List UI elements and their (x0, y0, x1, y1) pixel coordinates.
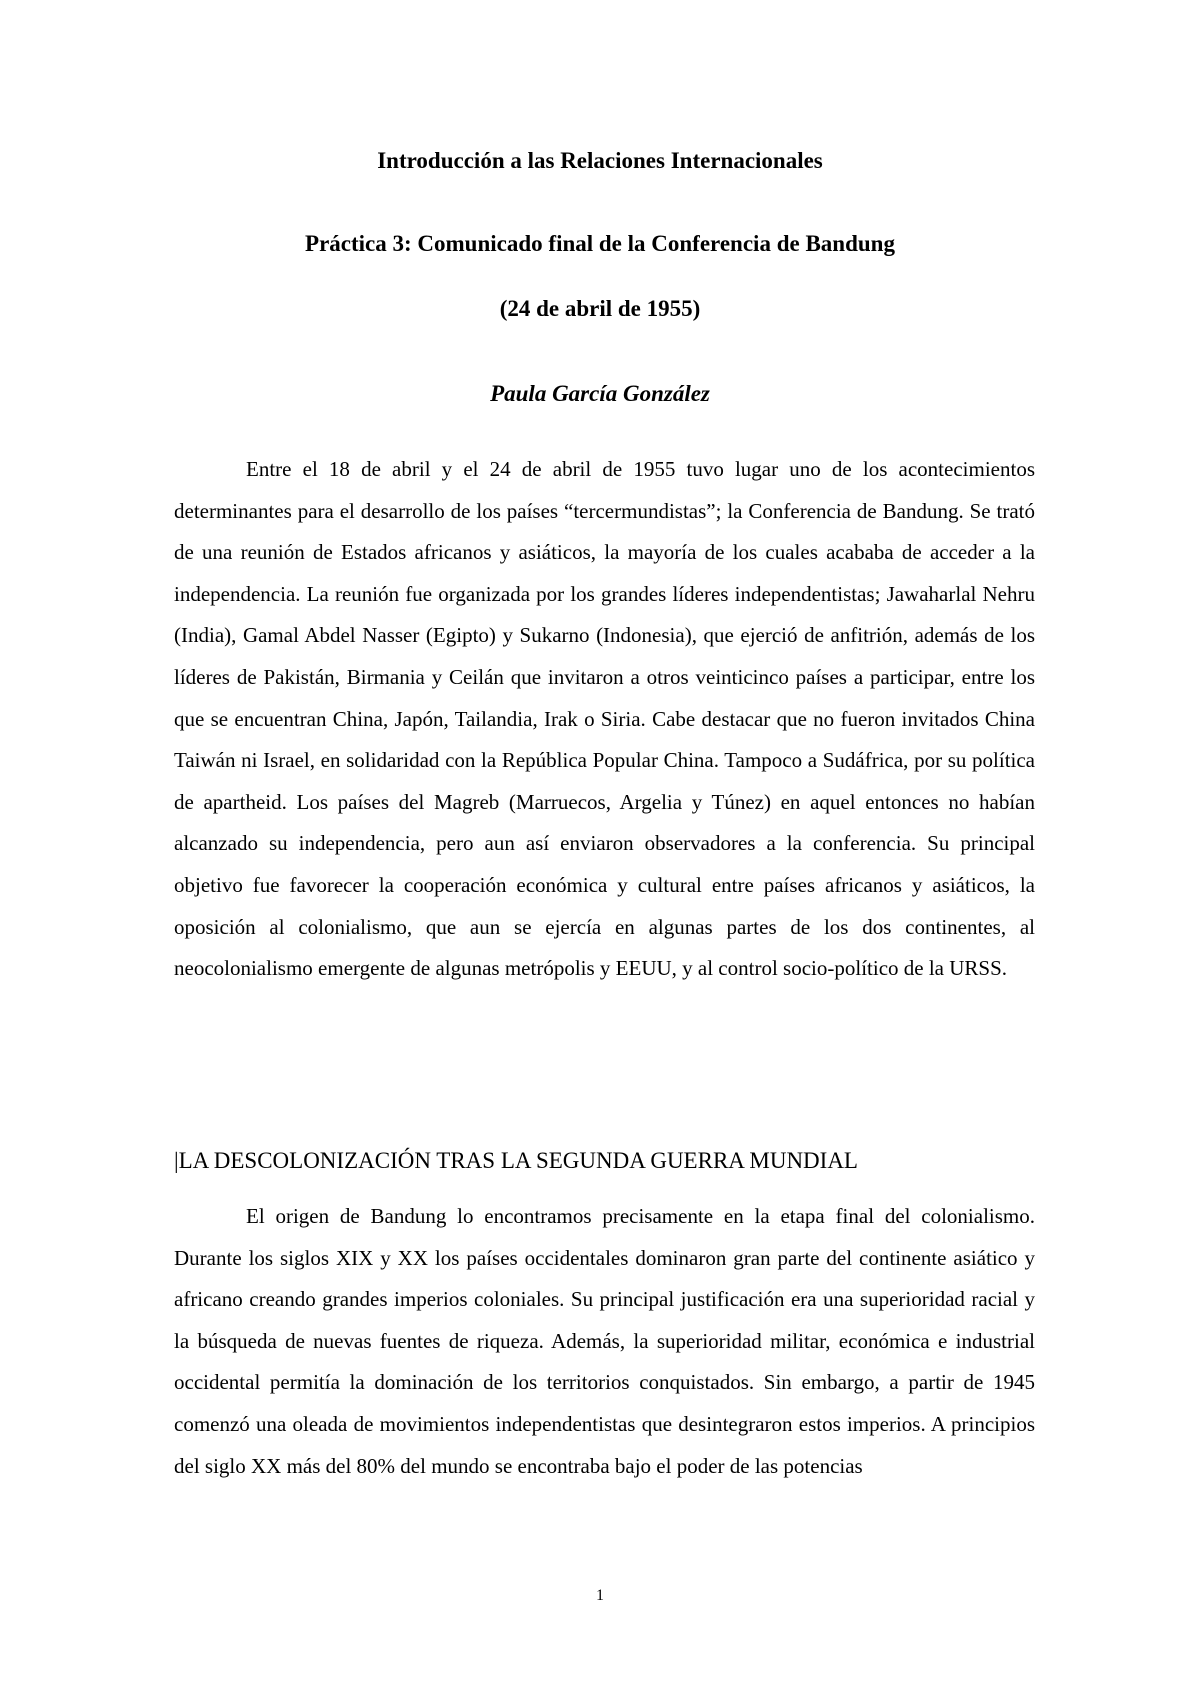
author-name: Paula García González (490, 381, 710, 406)
practice-title: Práctica 3: Comunicado final de la Conferencia de Bandung (305, 231, 895, 256)
intro-paragraph: Entre el 18 de abril y el 24 de abril de 1955 tuvo lugar uno de los acontecimientos determinantes para el desarrollo de los países “tercermundistas”; la Conferencia de Bandung. Se trató de una reunión de Estados africanos y asiáticos, la mayoría de los cuales acababa de acceder a la independencia. La reunión fue organizada por los grandes líderes independentistas; Jawaharlal Nehru (India), Gamal Abdel Nasser (Egipto) y Sukarno (Indonesia), que ejerció de anfitrión, además de los líderes de Pakistán, Birmania y Ceilán que invitaron a otros veinticinco países a participar, entre los que se encuentran China, Japón, Tailandia, Irak o Siria. Cabe destacar que no fueron invitados China Taiwán ni Israel, en solidaridad con la República Popular China. Tampoco a Sudáfrica, por su política de apartheid. Los países del Magreb (Marruecos, Argelia y Túnez) en aquel entonces no habían alcanzado su independencia, pero aun así enviaron observadores a la conferencia. Su principal objetivo fue favorecer la cooperación económica y cultural entre países africanos y asiáticos, la oposición al colonialismo, que aun se ejercía en algunas partes de los dos continentes, al neocolonialismo emergente de algunas metrópolis y EEUU, y al control socio-político de la URSS. (174, 457, 1035, 981)
body-paragraph: El origen de Bandung lo encontramos precisamente en la etapa final del colonialismo. Durante los siglos XIX y XX los países occidentales dominaron gran parte del continente asiático y africano creando grandes imperios coloniales. Su principal justificación era una superioridad racial y la búsqueda de nuevas fuentes de riqueza. Además, la superioridad militar, económica e industrial occidental permitía la dominación de los territorios conquistados. Sin embargo, a partir de 1945 comenzó una oleada de movimientos independentistas que desintegraron estos imperios. A principios del siglo XX más del 80% del mundo se encontraba bajo el poder de las potencias (174, 1204, 1035, 1478)
document-date: (24 de abril de 1955) (499, 296, 701, 321)
section-heading: |LA DESCOLONIZACIÓN TRAS LA SEGUNDA GUERRA MUNDIAL (174, 1148, 858, 1173)
course-title: Introducción a las Relaciones Internacionales (377, 148, 823, 173)
page-number: 1 (596, 1587, 604, 1604)
